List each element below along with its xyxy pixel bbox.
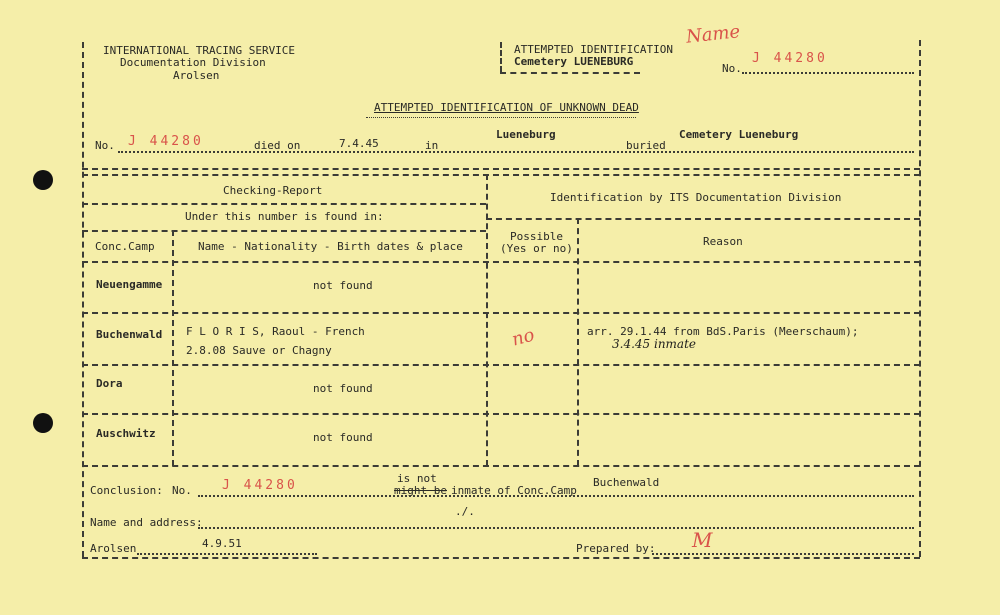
buchenwald-reason: arr. 29.1.44 from BdS.Paris (Meerschaum); [587,325,859,338]
in-label: in [425,139,439,152]
prepared-by-initial: M [692,528,713,552]
header-no-value: J 44280 [752,51,828,66]
frame-left [82,42,84,557]
camp-dora: Dora [96,377,123,390]
name-address-label: Name and address: [90,516,203,529]
row-rule-1 [82,312,920,314]
header-no-label: No. [722,62,742,75]
possible-column-divider [577,218,579,466]
footer-place: Arolsen [90,542,137,555]
camp-buchenwald: Buchenwald [96,328,163,341]
in-value: Lueneburg [496,128,556,141]
dora-result: not found [313,382,373,395]
identification-header: Identification by ITS Documentation Division [550,191,842,204]
punch-hole-bottom [33,413,53,433]
org-name: INTERNATIONAL TRACING SERVICE [103,44,296,57]
buchenwald-birth: 2.8.08 Sauve or Chagny [186,344,332,357]
row-rule-2 [82,364,920,366]
checking-report-header: Checking-Report [223,184,323,197]
conclusion-inmate-of: inmate of Conc.Camp [451,484,577,497]
row-rule-3 [82,413,920,415]
page-title: ATTEMPTED IDENTIFICATION OF UNKNOWN DEAD [374,101,639,114]
record-no-value: J 44280 [128,134,204,149]
table-top-rule-2 [82,174,920,176]
conclusion-label: Conclusion: [90,484,163,497]
camp-column-divider [172,230,174,466]
org-division: Documentation Division [120,56,266,69]
name-address-dots [198,527,914,529]
buried-label: buried [626,139,666,152]
org-city: Arolsen [173,69,220,82]
handwritten-name-mark: Name [685,21,742,48]
name-column-header: Name - Nationality - Birth dates & place [198,240,463,253]
column-header-top [82,230,486,232]
camp-neuengamme: Neuengamme [96,278,163,291]
record-no-label: No. [95,139,115,152]
died-on-label: died on [254,139,301,152]
reason-column-header: Reason [703,235,743,248]
frame-right [919,40,921,557]
conclusion-might-be: might be [394,484,447,497]
frame-bottom [82,557,920,559]
conclusion-dots [198,495,914,497]
buchenwald-name: F L O R I S, Raoul - French [186,325,365,338]
header-box-cemetery: Cemetery LUENEBURG [514,55,634,68]
camp-auschwitz: Auschwitz [96,427,156,440]
title-rule [366,117,636,118]
table-bottom-rule [82,465,920,467]
header-box-title: ATTEMPTED IDENTIFICATION [514,43,673,56]
conclusion-no-label: No. [172,484,192,497]
possible-column-header: Possible [510,230,563,243]
neuengamme-result: not found [313,279,373,292]
auschwitz-result: not found [313,431,373,444]
under-number-header: Under this number is found in: [185,210,384,223]
name-address-value: ./. [455,505,475,518]
conclusion-is-not: is not [397,472,437,485]
column-header-bottom [82,261,920,263]
table-top-rule [82,168,920,170]
prepared-by-dots [652,553,914,555]
record-dots [118,151,914,153]
left-subheader-rule [82,203,486,205]
header-box-bottom [500,72,640,74]
buchenwald-reason-note: 3.4.45 inmate [612,337,697,351]
footer-date: 4.9.51 [202,537,242,550]
header-box-left [500,42,502,72]
camp-column-header: Conc.Camp [95,240,155,253]
punch-hole-top [33,170,53,190]
prepared-by-label: Prepared by: [576,542,656,555]
buried-value: Cemetery Lueneburg [679,128,799,141]
died-on-value: 7.4.45 [339,137,379,150]
possible-column-subheader: (Yes or no) [500,242,573,255]
right-subheader-rule [486,218,920,220]
possible-answer-no: no [509,324,537,351]
conclusion-no-value: J 44280 [222,478,298,493]
footer-date-dots [137,553,317,555]
header-no-dots [742,72,914,74]
conclusion-camp: Buchenwald [593,476,660,489]
